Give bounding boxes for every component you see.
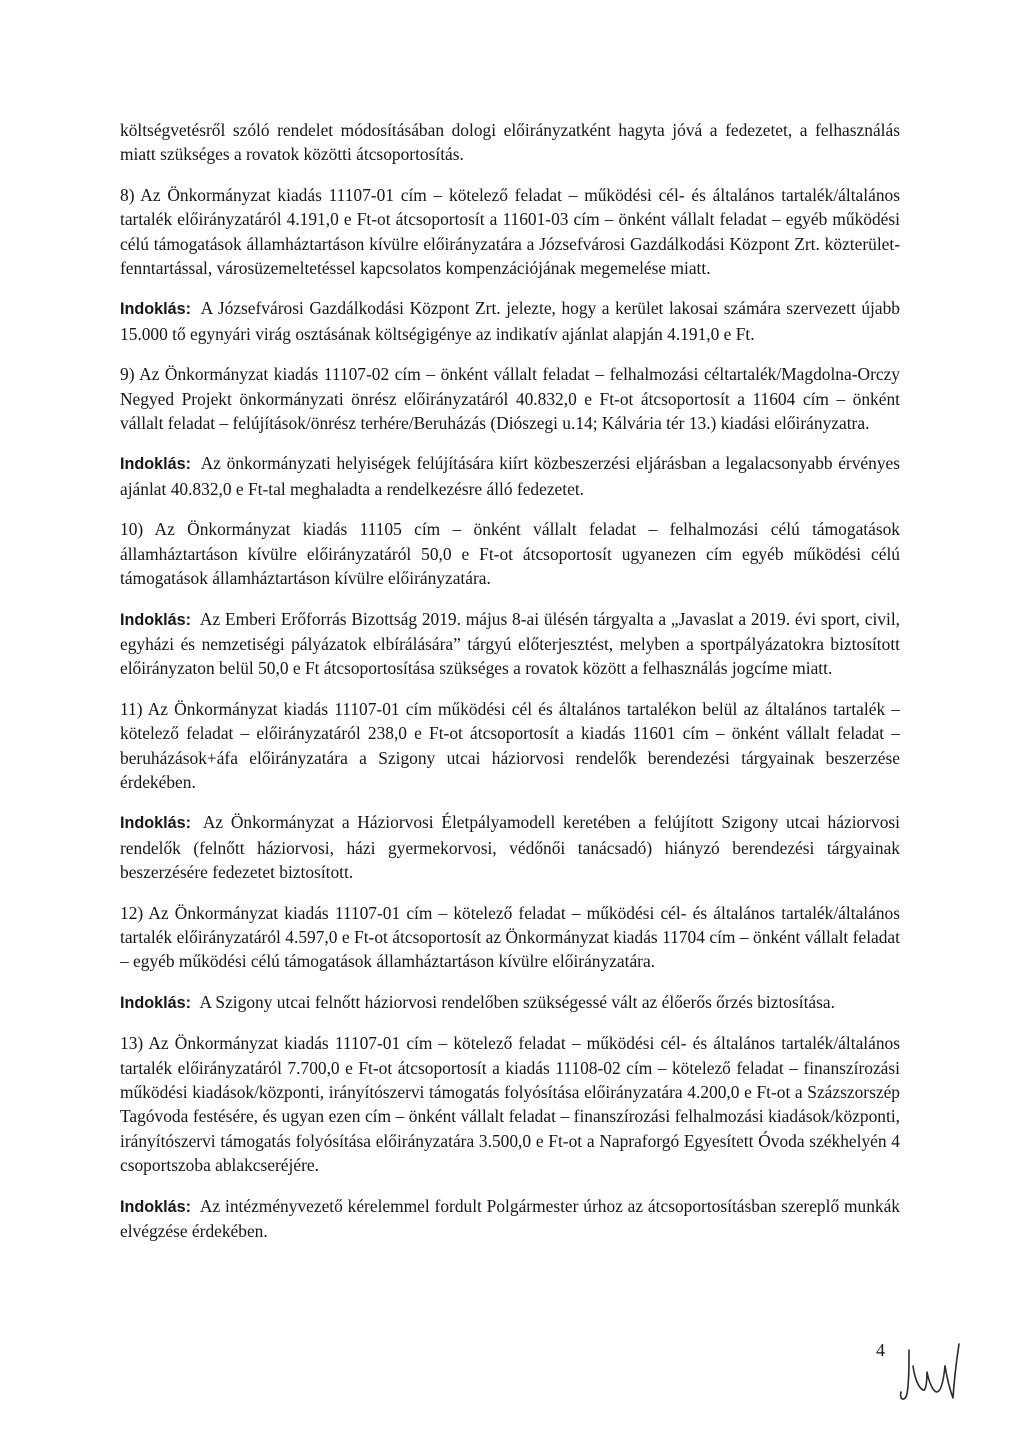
paragraph-justification-13 bbox=[120, 1194, 900, 1244]
paragraph-text: Az Emberi Erőforrás Bizottság 2019. május 8-ai ülésén tárgyalta a „Javaslat a 2019. évi sport, civil, egyházi és nemzetiségi pályázatok elbírálására” tárgyú előterjesztést, melyben a sportpályázatokra biztosított előirányzaton belül 50,0 e Ft átcsoportosítása szükséges a rovatok között a felhasználás jogcíme miatt. bbox=[120, 608, 901, 679]
paragraph-text: 12) Az Önkormányzat kiadás 11107-01 cím – kötelező feladat – működési cél- és általános tartalék/általános tartalék előirányzatáról 4.597,0 e Ft-ot átcsoportosít az Önkormányzat kiadás 11704 cím – önként vállalt feladat – egyéb működési célú támogatások államháztartáson kívülre előirányzatára. bbox=[120, 902, 900, 972]
paragraph-text: 11) Az Önkormányzat kiadás 11107-01 cím működési cél és általános tartalékon belül az általános tartalék – kötelező feladat – előirányzatáról 238,0 e Ft-ot átcsoportosít a kiadás 11601 cím – önként vállalt feladat – beruházások+áfa előirányzatára a Szigony utcai háziorvosi rendelők berendezési tárgyainak beszerzése érdekében. bbox=[120, 698, 900, 792]
justification-label: Indoklás: bbox=[120, 1197, 192, 1216]
paragraph-text: Az Önkormányzat a Háziorvosi Életpályamodell keretében a felújított Szigony utcai háziorvosi rendelők (felnőtt háziorvosi, házi gyermekorvosi, védőnői tanácsadó) hiányzó berendezési tárgyainak beszerzésére fedezetet biztosított. bbox=[120, 812, 900, 883]
paragraph-item-8 bbox=[120, 183, 900, 281]
paragraph-item-9 bbox=[120, 362, 900, 435]
paragraph-item-12 bbox=[120, 901, 900, 974]
paragraph-justification-12 bbox=[120, 990, 900, 1015]
paragraph-text: A Szigony utcai felnőtt háziorvosi rendelőben szükségessé vált az élőerős őrzés biztosítása. bbox=[199, 991, 835, 1012]
paragraph-item-10 bbox=[120, 517, 900, 590]
paragraph-item-11 bbox=[120, 697, 900, 795]
paragraph-justification-9 bbox=[120, 451, 900, 501]
paragraph-justification-8 bbox=[120, 296, 900, 346]
page-number: 4 bbox=[876, 1340, 885, 1360]
paragraph-text: Az intézményvezető kérelemmel fordult Polgármester úrhoz az átcsoportosításban szereplő munkák elvégzése érdekében. bbox=[120, 1195, 900, 1242]
paragraph-text: A Józsefvárosi Gazdálkodási Központ Zrt. jelezte, hogy a kerület lakosai számára szervezett újabb 15.000 tő egynyári virág osztásának költségigénye az indikatív ajánlat alapján 4.191,0 e Ft. bbox=[120, 298, 900, 344]
paragraph-text: 13) Az Önkormányzat kiadás 11107-01 cím – kötelező feladat – működési cél- és általános tartalék/általános tartalék előirányzatáról 7.700,0 e Ft-ot átcsoportosít a kiadás 11108-02 cím – kötelező feladat – finanszírozási működési kiadások/központi, irányítószervi támogatás folyósítása előirányzatára 4.200,0 e Ft-ot a Százszorszép Tagóvoda festésére, és ugyan ezen cím – önként vállalt feladat – finanszírozási felhalmozási kiadások/központi, irányítószervi támogatás folyósítása előirányzatára 3.500,0 e Ft-ot a Napraforgó Egyesített Óvoda székhelyén 4 csoportszoba ablakcseréjére. bbox=[120, 1033, 900, 1176]
paragraph-justification-10 bbox=[120, 607, 900, 681]
justification-label: Indoklás: bbox=[120, 610, 192, 629]
justification-label: Indoklás: bbox=[120, 455, 192, 474]
justification-label: Indoklás: bbox=[120, 814, 192, 833]
handwritten-signature bbox=[895, 1336, 965, 1406]
paragraph-item-13 bbox=[120, 1031, 900, 1177]
paragraph-text: Az önkormányzati helyiségek felújítására kiírt közbeszerzési eljárásban a legalacsonyabb érvényes ajánlat 40.832,0 e Ft-tal meghaladta a rendelkezésre álló fedezetet. bbox=[120, 453, 901, 499]
paragraph-justification-11 bbox=[120, 810, 900, 884]
document-body bbox=[120, 118, 900, 1243]
justification-label: Indoklás: bbox=[120, 300, 192, 319]
justification-label: Indoklás: bbox=[120, 993, 192, 1012]
paragraph-text: 10) Az Önkormányzat kiadás 11105 cím – önként vállalt feladat – felhalmozási célú támogatások államháztartáson kívülre előirányzatáról 50,0 e Ft-ot átcsoportosít ugyanezen cím egyéb működési célú támogatások államháztartáson kívülre előirányzatára. bbox=[120, 519, 900, 589]
paragraph-text: 9) Az Önkormányzat kiadás 11107-02 cím – önként vállalt feladat – felhalmozási céltartalék/Magdolna-Orczy Negyed Projekt önkormányzati önrész előirányzatáról 40.832,0 e Ft-ot átcsoportosít a 11604 cím – önként vállalt feladat – felújítások/önrész terhére/Beruházás (Diószegi u.14; Kálvária tér 13.) kiadási előirányzatra. bbox=[120, 364, 900, 434]
paragraph-text: 8) Az Önkormányzat kiadás 11107-01 cím – kötelező feladat – működési cél- és általános tartalék/általános tartalék előirányzatáról 4.191,0 e Ft-ot átcsoportosít a 11601-03 cím – önként vállalt feladat – egyéb működési célú támogatások államháztartáson kívülre előirányzatára a Józsefvárosi Gazdálkodási Központ Zrt. közterület-fenntartással, városüzemeltetéssel kapcsolatos kompenzációjának megemelése miatt. bbox=[120, 184, 900, 279]
paragraph-text: költségvetésről szóló rendelet módosításában dologi előirányzatként hagyta jóvá a fedezetet, a felhasználás miatt szükséges a rovatok közötti átcsoportosítás. bbox=[120, 120, 900, 165]
paragraph-intro-continuation bbox=[120, 118, 900, 167]
